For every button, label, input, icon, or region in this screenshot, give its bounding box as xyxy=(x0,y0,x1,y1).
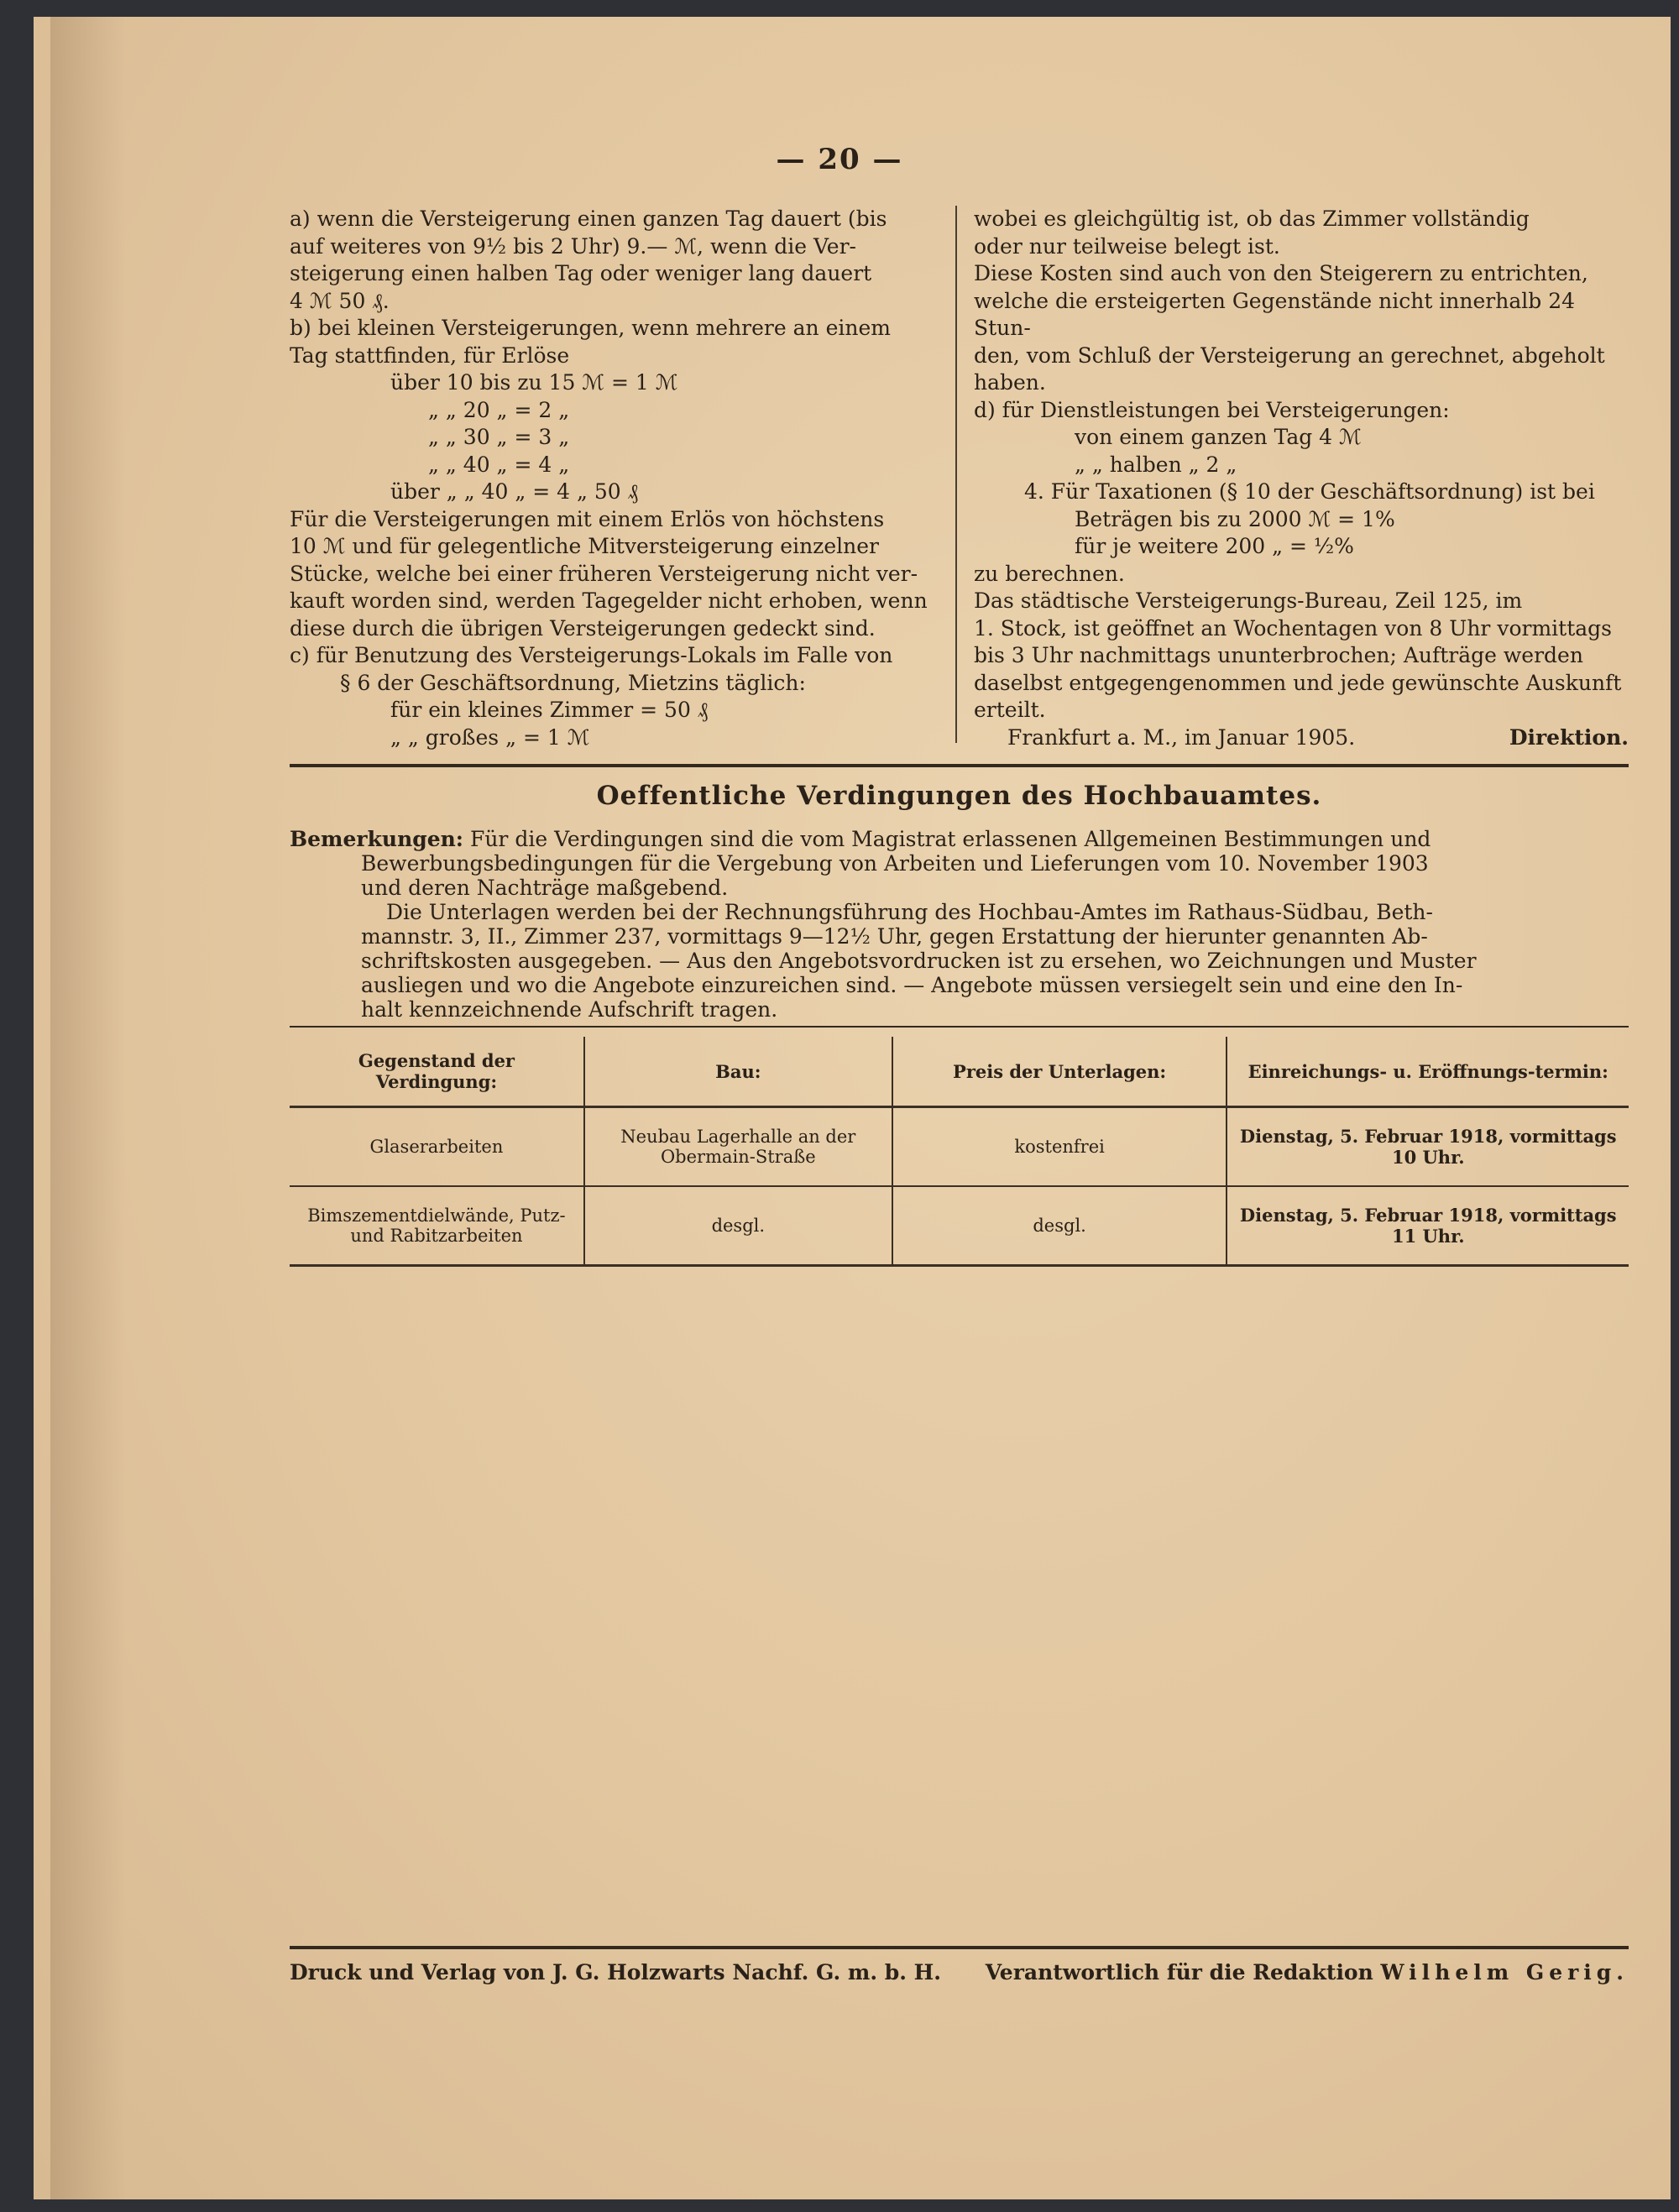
remarks-line: Die Unterlagen werden bei der Rechnungsführung des Hochbau-Amtes im Rathaus-Südbau, Beth- xyxy=(386,900,1433,924)
taxation-line: 4. Für Taxationen (§ 10 der Geschäftsordnung) ist bei xyxy=(1024,479,1595,504)
clause-b-line: Tag stattfinden, für Erlöse xyxy=(290,343,570,368)
remarks-block xyxy=(290,827,1629,1022)
clause-a-line: auf weiteres von 9½ bis 2 Uhr) 9.— ℳ, wenn die Ver- xyxy=(290,233,856,259)
room-rent-row: für ein kleines Zimmer = 50 ₰ xyxy=(390,698,709,722)
clause-a-line: steigerung einen halben Tag oder weniger lang dauert xyxy=(290,261,872,285)
fee-scale-row: „ „ 20 „ = 2 „ xyxy=(428,397,570,422)
place-date: Frankfurt a. M., im Januar 1905. xyxy=(1007,724,1356,750)
exemption-line: diese durch die übrigen Versteigerungen gedeckt sind. xyxy=(290,615,876,641)
clause-a-line: a) wenn die Versteigerung einen ganzen Tag dauert (bis xyxy=(290,207,887,231)
room-rent-row: „ „ großes „ = 1 ℳ xyxy=(390,724,590,750)
service-fee-row: von einem ganzen Tag 4 ℳ xyxy=(1075,425,1362,449)
exemption-line: kauft worden sind, werden Tagegelder nicht erhoben, wenn xyxy=(290,588,928,613)
table-row xyxy=(290,1186,1629,1266)
editor-name: Wilhelm Gerig. xyxy=(1380,1960,1629,1985)
taxation-line: für je weitere 200 „ = ½% xyxy=(1075,534,1354,558)
tender-table xyxy=(290,1037,1629,1267)
cell-subject: Bimszementdielwände, Putz- und Rabitzarbeiten xyxy=(290,1186,584,1266)
table-top-rule xyxy=(290,1026,1629,1028)
remarks-line: Für die Verdingungen sind die vom Magistrat erlassenen Allgemeinen Bestimmungen und xyxy=(469,827,1431,851)
header-price: Preis der Unterlagen: xyxy=(892,1037,1227,1107)
exemption-line: Stücke, welche bei einer früheren Versteigerung nicht ver- xyxy=(290,561,918,586)
taxation-line: Beträgen bis zu 2000 ℳ = 1% xyxy=(1075,506,1395,531)
header-subject: Gegenstand der Verdingung: xyxy=(290,1037,584,1107)
table-header-row xyxy=(290,1037,1629,1107)
cell-building: Neubau Lagerhalle an der Obermain-Straße xyxy=(584,1107,892,1187)
costs-line: haben. xyxy=(974,370,1046,395)
continuation-line: oder nur teilweise belegt ist. xyxy=(974,233,1280,259)
office-line: 1. Stock, ist geöffnet an Wochentagen von 8 Uhr vormittags xyxy=(974,615,1612,641)
clause-d-line: d) für Dienstleistungen bei Versteigerungen: xyxy=(974,397,1450,422)
exemption-line: 10 ℳ und für gelegentliche Mitversteigerung einzelner xyxy=(290,534,879,558)
footer-rule xyxy=(290,1946,1629,1949)
imprint xyxy=(290,1960,1629,1985)
header-deadline: Einreichungs- u. Eröffnungs-termin: xyxy=(1227,1037,1629,1107)
left-column xyxy=(290,206,944,751)
service-fee-row: „ „ halben „ 2 „ xyxy=(1075,452,1237,477)
notice-title: Oeffentliche Verdingungen des Hochbauamtes. xyxy=(596,781,1322,811)
fee-scale-row: über 10 bis zu 15 ℳ = 1 ℳ xyxy=(390,370,678,395)
cell-subject: Glaserarbeiten xyxy=(290,1107,584,1187)
clause-b-line: b) bei kleinen Versteigerungen, wenn mehrere an einem xyxy=(290,316,891,340)
costs-line: den, vom Schluß der Versteigerung an gerechnet, abgeholt xyxy=(974,343,1605,368)
header-building: Bau: xyxy=(584,1037,892,1107)
costs-line: welche die ersteigerten Gegenstände nicht innerhalb 24 Stun- xyxy=(974,288,1576,340)
remarks-line: und deren Nachträge maßgebend. xyxy=(361,876,729,900)
right-column xyxy=(974,206,1629,751)
table-row xyxy=(290,1107,1629,1187)
continuation-line: wobei es gleichgültig ist, ob das Zimmer vollständig xyxy=(974,207,1530,231)
cell-deadline: Dienstag, 5. Februar 1918, vormittags 10 Uhr. xyxy=(1227,1107,1629,1187)
column-divider xyxy=(955,206,957,743)
fee-scale-row: „ „ 40 „ = 4 „ xyxy=(428,452,570,477)
remarks-line: schriftskosten ausgegeben. — Aus den Angebotsvordrucken ist zu ersehen, wo Zeichnungen und Muster xyxy=(361,949,1477,973)
responsible-prefix: Verantwortlich für die Redaktion xyxy=(985,1960,1373,1985)
office-line: erteilt. xyxy=(974,698,1046,722)
clause-a-line: 4 ℳ 50 ₰. xyxy=(290,288,390,313)
fee-scale-row: über „ „ 40 „ = 4 „ 50 ₰ xyxy=(390,479,639,504)
office-line: Das städtische Versteigerungs-Bureau, Zeil 125, im xyxy=(974,588,1523,613)
office-line: bis 3 Uhr nachmittags ununterbrochen; Aufträge werden xyxy=(974,643,1583,667)
exemption-line: Für die Versteigerungen mit einem Erlös von höchstens xyxy=(290,506,885,531)
page-binding-shadow xyxy=(50,17,126,2199)
fee-scale-row: „ „ 30 „ = 3 „ xyxy=(428,425,570,449)
remarks-label: Bemerkungen: xyxy=(290,827,464,851)
cell-price: desgl. xyxy=(892,1186,1227,1266)
cell-deadline: Dienstag, 5. Februar 1918, vormittags 11 Uhr. xyxy=(1227,1186,1629,1266)
clause-c-line: c) für Benutzung des Versteigerungs-Lokals im Falle von xyxy=(290,643,893,667)
cell-building: desgl. xyxy=(584,1186,892,1266)
page-number: — 20 — xyxy=(776,143,903,176)
remarks-line: Bewerbungsbedingungen für die Vergebung von Arbeiten und Lieferungen vom 10. November 1903 xyxy=(361,851,1429,876)
responsible-editor xyxy=(986,1960,1629,1985)
section-divider xyxy=(290,764,1629,767)
costs-line: Diese Kosten sind auch von den Steigerern zu entrichten, xyxy=(974,261,1588,285)
office-line: daselbst entgegengenommen und jede gewünschte Auskunft xyxy=(974,670,1622,695)
remarks-line: ausliegen und wo die Angebote einzureichen sind. — Angebote müssen versiegelt sein und eine den In- xyxy=(361,973,1463,997)
remarks-line: mannstr. 3, II., Zimmer 237, vormittags 9—12½ Uhr, gegen Erstattung der hierunter genannten Ab- xyxy=(361,924,1428,949)
remarks-line: halt kennzeichnende Aufschrift tragen. xyxy=(361,997,778,1022)
signature: Direktion. xyxy=(1509,724,1629,750)
taxation-line: zu berechnen. xyxy=(974,561,1125,586)
clause-c-line: § 6 der Geschäftsordnung, Mietzins täglich: xyxy=(340,670,806,695)
cell-price: kostenfrei xyxy=(892,1107,1227,1187)
publisher: Druck und Verlag von J. G. Holzwarts Nachf. G. m. b. H. xyxy=(290,1960,941,1985)
